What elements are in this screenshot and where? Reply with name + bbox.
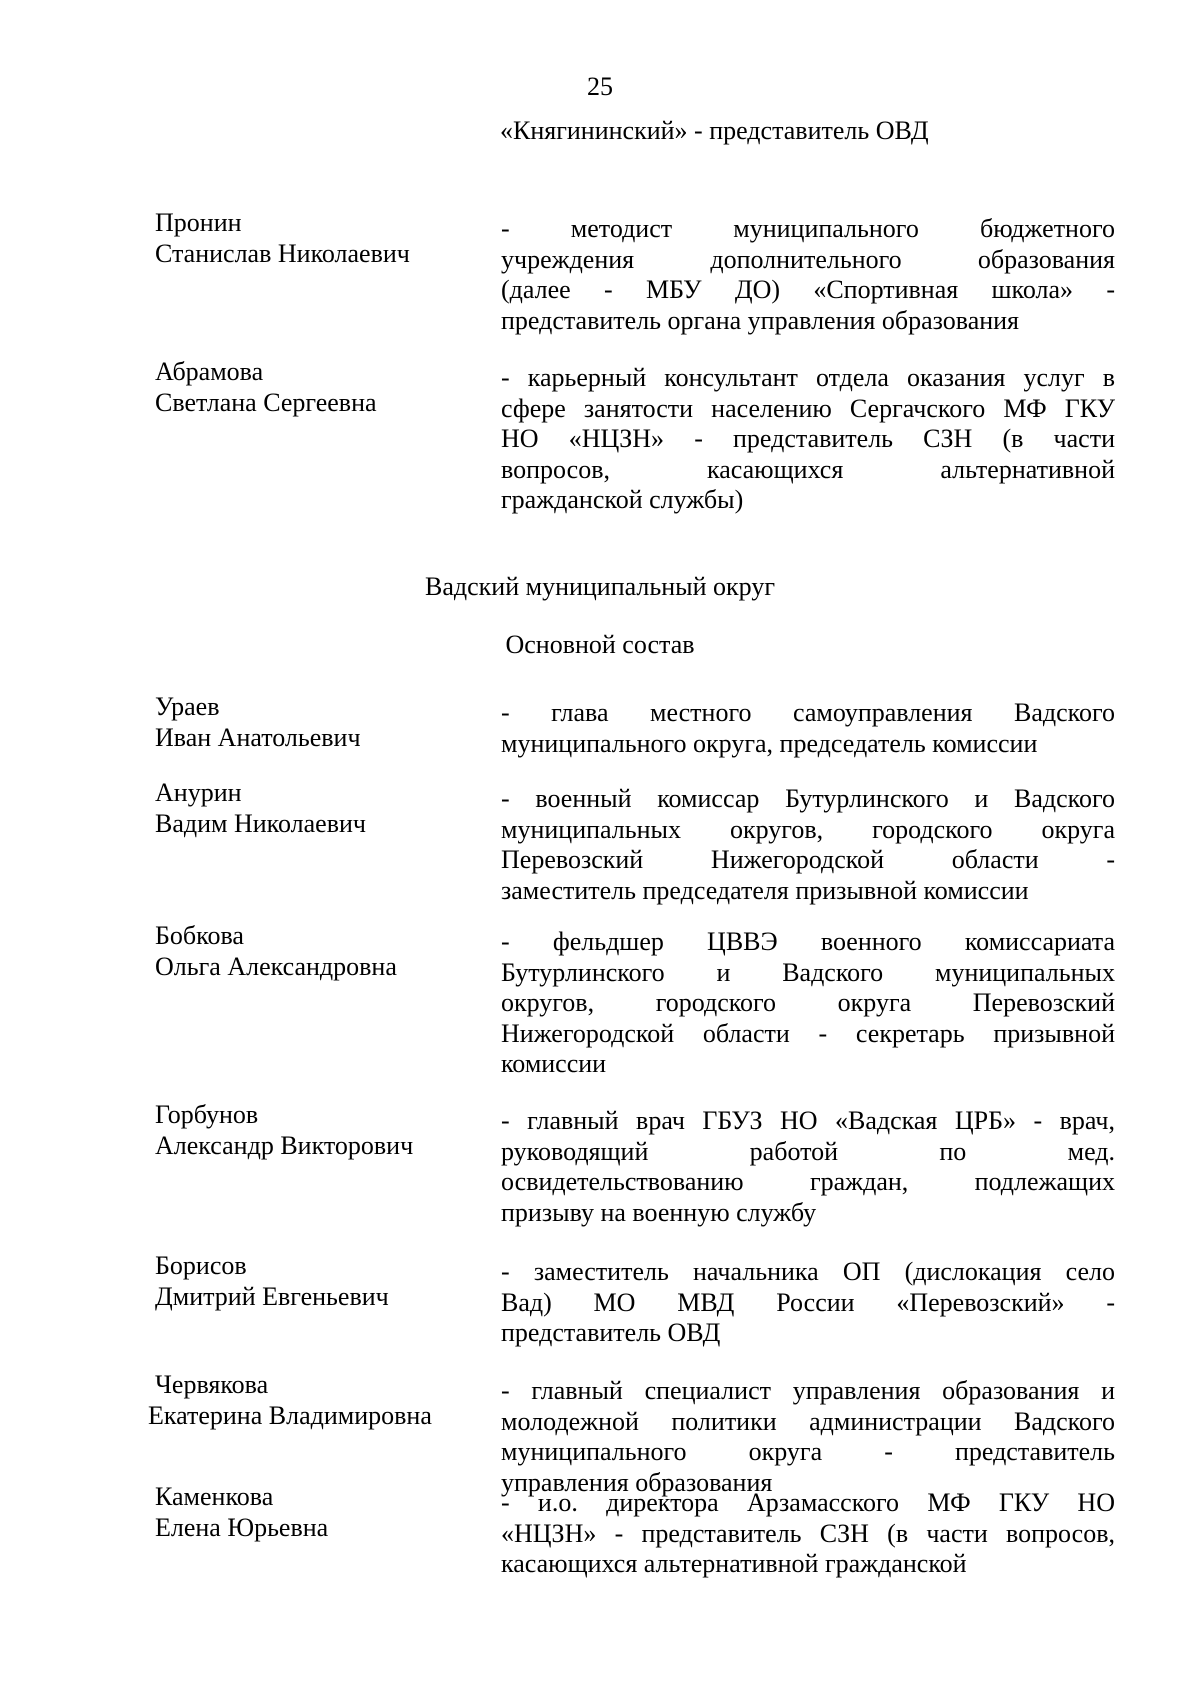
role-line: округов, городского округа Перевозский bbox=[501, 988, 1115, 1017]
role-line: муниципального округа - представитель bbox=[501, 1437, 1115, 1466]
member-given-name: Вадим Николаевич bbox=[155, 808, 366, 838]
role-line: освидетельствованию граждан, подлежащих bbox=[501, 1167, 1115, 1196]
role-line: Бутурлинского и Вадского муниципальных bbox=[501, 957, 1115, 987]
role-line: - военный комиссар Бутурлинского и Вадского bbox=[501, 784, 1115, 813]
member-surname: Пронин bbox=[155, 208, 242, 237]
member-surname: Каменкова bbox=[155, 1482, 274, 1511]
member-given-name: Екатерина Владимировна bbox=[148, 1400, 432, 1430]
member-given-name: Дмитрий Евгеньевич bbox=[155, 1281, 389, 1311]
role-line: гражданской службы) bbox=[501, 485, 744, 514]
role-line: - карьерный консультант отдела оказания услуг в bbox=[501, 363, 1115, 392]
role-line: представитель органа управления образования bbox=[501, 305, 1020, 335]
member-role bbox=[501, 1488, 1115, 1580]
member-role bbox=[501, 1376, 1115, 1498]
role-line: комиссии bbox=[501, 1049, 607, 1078]
role-line: муниципального округа, председатель комиссии bbox=[501, 728, 1038, 758]
member-role bbox=[501, 698, 1115, 759]
member-role bbox=[501, 1257, 1115, 1349]
role-line: - главный врач ГБУЗ НО «Вадская ЦРБ» - врач, bbox=[501, 1106, 1115, 1135]
member-surname: Горбунов bbox=[155, 1100, 259, 1129]
role-line: заместитель председателя призывной комиссии bbox=[501, 875, 1029, 905]
member-given-name: Ольга Александровна bbox=[155, 951, 397, 981]
role-line: призыву на военную службу bbox=[501, 1197, 817, 1227]
role-line: - глава местного самоуправления Вадского bbox=[501, 698, 1115, 727]
role-line: - главный специалист управления образования и bbox=[501, 1376, 1115, 1405]
role-line: (далее - МБУ ДО) «Спортивная школа» - bbox=[501, 275, 1115, 304]
member-name bbox=[155, 692, 485, 753]
role-line: - фельдшер ЦВВЭ военного комиссариата bbox=[501, 927, 1115, 956]
member-surname: Борисов bbox=[155, 1251, 247, 1280]
role-line: «НЦЗН» - представитель СЗН (в части вопросов, bbox=[501, 1518, 1115, 1548]
member-surname: Абрамова bbox=[155, 357, 264, 386]
member-role bbox=[501, 363, 1115, 516]
role-line: Перевозский Нижегородской области - bbox=[501, 845, 1115, 874]
page-number: 25 bbox=[587, 72, 613, 101]
member-surname: Анурин bbox=[155, 778, 242, 807]
role-line: Вад) МО МВД России «Перевозский» - bbox=[501, 1287, 1115, 1317]
continuation-line: «Княгининский» - представитель ОВД bbox=[500, 116, 929, 145]
member-given-name: Александр Викторович bbox=[155, 1130, 414, 1160]
role-line: сфере занятости населению Сергачского МФ ГКУ bbox=[501, 393, 1115, 423]
role-line: - и.о. директора Арзамасского МФ ГКУ НО bbox=[501, 1488, 1115, 1517]
role-line: вопросов, касающихся альтернативной bbox=[501, 454, 1115, 484]
member-name bbox=[155, 1482, 485, 1543]
member-role bbox=[501, 214, 1115, 336]
member-name bbox=[155, 357, 485, 418]
member-name bbox=[148, 1370, 485, 1431]
member-given-name: Иван Анатольевич bbox=[155, 722, 361, 752]
member-name bbox=[155, 208, 485, 269]
role-line: молодежной политики администрации Вадского bbox=[501, 1406, 1115, 1436]
role-line: учреждения дополнительного образования bbox=[501, 244, 1115, 274]
role-line: Нижегородской области - секретарь призывной bbox=[501, 1018, 1115, 1048]
member-role bbox=[501, 1106, 1115, 1228]
member-given-name: Станислав Николаевич bbox=[155, 238, 410, 268]
role-line: руководящий работой по мед. bbox=[501, 1136, 1115, 1166]
member-role bbox=[501, 927, 1115, 1080]
member-name bbox=[155, 921, 485, 982]
role-line: - методист муниципального бюджетного bbox=[501, 214, 1115, 243]
role-line: касающихся альтернативной гражданской bbox=[501, 1549, 967, 1578]
role-line: НО «НЦЗН» - представитель СЗН (в части bbox=[501, 424, 1115, 453]
member-surname: Ураев bbox=[155, 692, 220, 721]
member-surname: Червякова bbox=[155, 1370, 269, 1399]
member-surname: Бобкова bbox=[155, 921, 244, 950]
role-line: представитель ОВД bbox=[501, 1318, 721, 1347]
member-given-name: Светлана Сергеевна bbox=[155, 387, 377, 417]
section-subtitle: Основной состав bbox=[505, 630, 695, 659]
role-line: - заместитель начальника ОП (дислокация село bbox=[501, 1257, 1115, 1286]
member-name bbox=[155, 778, 485, 839]
member-name bbox=[155, 1100, 485, 1161]
role-line: муниципальных округов, городского округа bbox=[501, 814, 1115, 844]
member-given-name: Елена Юрьевна bbox=[155, 1512, 329, 1542]
member-name bbox=[155, 1251, 485, 1312]
role-line: управления образования bbox=[501, 1467, 773, 1497]
section-title: Вадский муниципальный округ bbox=[425, 572, 775, 601]
member-role bbox=[501, 784, 1115, 906]
